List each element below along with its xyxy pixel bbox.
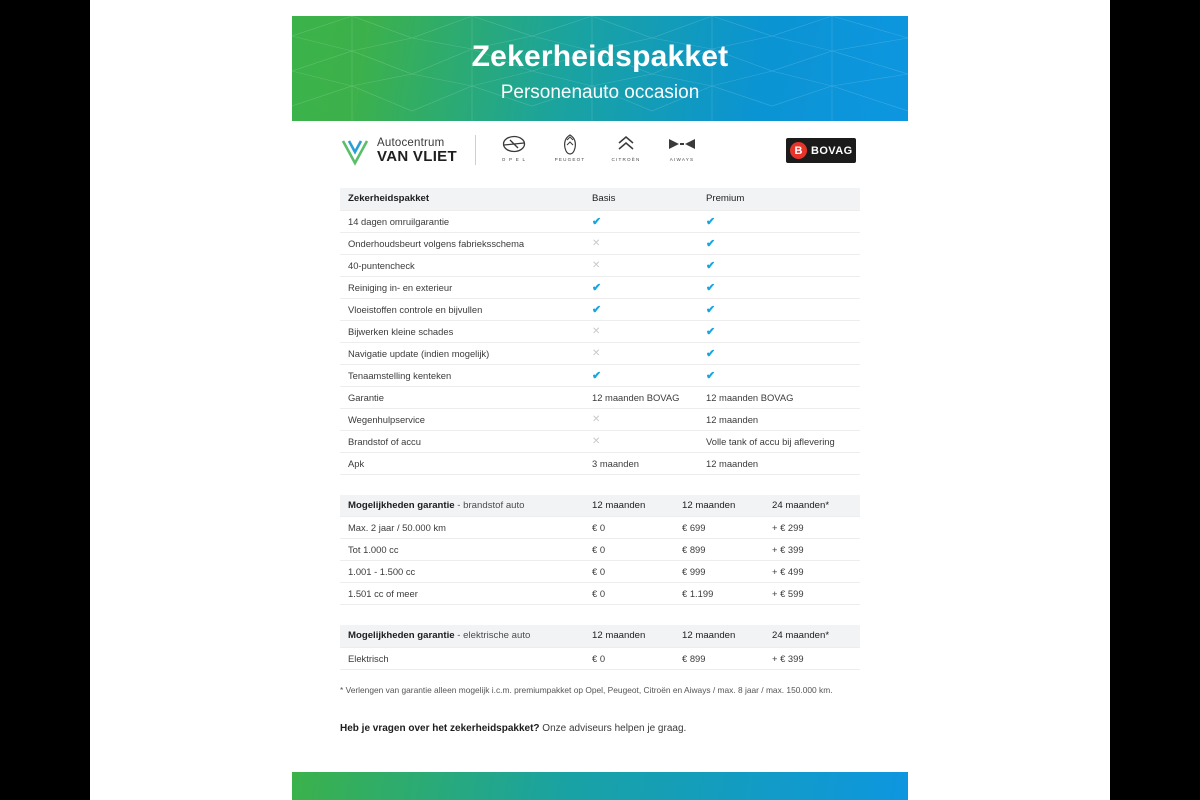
footnote-text: * Verlengen van garantie alleen mogelijk i.c.m. premiumpakket op Opel, Peugeot, Citroën en Aiways / max. 8 jaar / max. 150.000 km. <box>340 684 833 695</box>
row-label: 14 dagen omruilgarantie <box>340 210 584 232</box>
row-price-2: € 899 <box>674 647 764 669</box>
fuel-header-bold: Mogelijkheden garantie <box>348 499 455 511</box>
col-header-electric-12b: 12 maanden <box>674 625 764 647</box>
dealer-name-line2: VAN VLIET <box>377 148 457 166</box>
cross-icon: ✕ <box>592 436 601 447</box>
row-value-basis: 12 maanden BOVAG <box>584 386 698 408</box>
row-label: Apk <box>340 452 584 474</box>
col-header-fuel-24: 24 maanden* <box>764 495 860 517</box>
citroen-label: CITROËN <box>611 157 641 162</box>
van-vliet-mark-icon <box>340 136 370 166</box>
table-row <box>340 430 860 452</box>
cross-icon: ✕ <box>592 260 601 271</box>
table-row <box>340 276 860 298</box>
check-icon: ✔ <box>706 215 716 228</box>
row-label: Tenaamstelling kenteken <box>340 364 584 386</box>
col-header-premium: Premium <box>698 188 860 210</box>
check-icon: ✔ <box>706 347 716 360</box>
col-header-fuel-12a: 12 maanden <box>584 495 674 517</box>
logo-row <box>292 133 908 179</box>
cross-icon: ✕ <box>592 238 601 249</box>
table-row <box>340 583 860 605</box>
table-spacer <box>340 475 860 495</box>
cross-icon: ✕ <box>592 414 601 425</box>
col-header-electric-12a: 12 maanden <box>584 625 674 647</box>
dealer-name-line1: Autocentrum <box>377 137 445 150</box>
row-label: Tot 1.000 cc <box>340 539 584 561</box>
check-icon: ✔ <box>706 369 716 382</box>
row-label: Brandstof of accu <box>340 430 584 452</box>
table-row <box>340 647 860 669</box>
bovag-mark-icon: B <box>790 142 807 159</box>
row-price-2: € 899 <box>674 539 764 561</box>
check-icon: ✔ <box>592 369 602 382</box>
table-row <box>340 364 860 386</box>
aiways-icon <box>665 133 699 155</box>
row-value-premium: 12 maanden <box>698 452 860 474</box>
cta-question: Heb je vragen over het zekerheidspakket? <box>340 722 540 734</box>
row-label: Elektrisch <box>340 647 584 669</box>
dealer-name <box>377 137 457 165</box>
table-row <box>340 452 860 474</box>
electric-header-light: - elektrische auto <box>454 630 531 642</box>
table-row <box>340 254 860 276</box>
col-header-feature: Zekerheidspakket <box>340 188 584 210</box>
table-row <box>340 539 860 561</box>
document-page <box>90 0 1110 800</box>
col-header-electric-24: 24 maanden* <box>764 625 860 647</box>
table-row <box>340 561 860 583</box>
table-header-row <box>340 188 860 210</box>
col-header-basis: Basis <box>584 188 698 210</box>
fuel-header-light: - brandstof auto <box>454 499 525 511</box>
peugeot-icon <box>553 133 587 155</box>
footer-bar <box>292 772 908 800</box>
make-aiways <box>665 133 699 162</box>
row-label: 40-puntencheck <box>340 254 584 276</box>
table-row <box>340 408 860 430</box>
row-label: 1.501 cc of meer <box>340 583 584 605</box>
row-label: Wegenhulpservice <box>340 408 584 430</box>
make-peugeot <box>553 133 587 162</box>
check-icon: ✔ <box>592 215 602 228</box>
bovag-logo <box>786 138 856 163</box>
cta-text <box>340 723 860 734</box>
aiways-label: AIWAYS <box>669 157 695 162</box>
row-price-3: + € 399 <box>764 539 860 561</box>
citroen-icon <box>609 133 643 155</box>
table-row <box>340 342 860 364</box>
row-value-premium: 12 maanden <box>698 408 860 430</box>
row-label: Bijwerken kleine schades <box>340 320 584 342</box>
row-price-1: € 0 <box>584 583 674 605</box>
check-icon: ✔ <box>592 303 602 316</box>
row-price-1: € 0 <box>584 539 674 561</box>
row-price-1: € 0 <box>584 647 674 669</box>
table-row <box>340 517 860 539</box>
make-opel <box>497 133 531 162</box>
row-label: Max. 2 jaar / 50.000 km <box>340 517 584 539</box>
table-row <box>340 386 860 408</box>
cross-icon: ✕ <box>592 348 601 359</box>
row-label: Vloeistoffen controle en bijvullen <box>340 298 584 320</box>
table-row <box>340 320 860 342</box>
table-header-row <box>340 625 860 647</box>
col-header-fuel-12b: 12 maanden <box>674 495 764 517</box>
table-row <box>340 298 860 320</box>
page-title: Zekerheidspakket <box>471 40 729 73</box>
col-header-fuel-options <box>340 495 584 517</box>
col-header-electric-options <box>340 625 584 647</box>
check-icon: ✔ <box>706 259 716 272</box>
fuel-warranty-table <box>340 495 860 606</box>
packages-table <box>340 188 860 475</box>
row-price-1: € 0 <box>584 561 674 583</box>
row-label: Navigatie update (indien mogelijk) <box>340 342 584 364</box>
row-label: Onderhoudsbeurt volgens fabrieksschema <box>340 232 584 254</box>
content-area <box>340 188 860 734</box>
make-citroen <box>609 133 643 162</box>
electric-warranty-table <box>340 625 860 670</box>
check-icon: ✔ <box>706 303 716 316</box>
row-value-premium: Volle tank of accu bij aflevering <box>698 430 860 452</box>
check-icon: ✔ <box>706 237 716 250</box>
table-header-row <box>340 495 860 517</box>
row-price-3: + € 499 <box>764 561 860 583</box>
cta-answer: Onze adviseurs helpen je graag. <box>539 722 687 734</box>
check-icon: ✔ <box>706 325 716 338</box>
dealer-logo <box>340 136 457 166</box>
electric-header-bold: Mogelijkheden garantie <box>348 630 455 642</box>
opel-icon <box>497 133 531 155</box>
row-price-3: + € 599 <box>764 583 860 605</box>
page-subtitle: Personenauto occasion <box>500 82 700 103</box>
cross-icon: ✕ <box>592 326 601 337</box>
row-value-premium: 12 maanden BOVAG <box>698 386 860 408</box>
row-price-1: € 0 <box>584 517 674 539</box>
row-price-2: € 999 <box>674 561 764 583</box>
row-label: Reiniging in- en exterieur <box>340 276 584 298</box>
header-banner <box>292 16 908 121</box>
opel-label: O P E L <box>501 157 527 162</box>
brand-logos <box>497 133 699 162</box>
peugeot-label: PEUGEOT <box>554 157 586 162</box>
row-price-3: + € 299 <box>764 517 860 539</box>
row-price-3: + € 399 <box>764 647 860 669</box>
logo-divider <box>475 135 476 165</box>
check-icon: ✔ <box>706 281 716 294</box>
table-row <box>340 210 860 232</box>
bovag-label: BOVAG <box>811 144 853 157</box>
table-spacer <box>340 605 860 625</box>
table-row <box>340 232 860 254</box>
row-label: 1.001 - 1.500 cc <box>340 561 584 583</box>
row-price-2: € 1.199 <box>674 583 764 605</box>
row-price-2: € 699 <box>674 517 764 539</box>
row-label: Garantie <box>340 386 584 408</box>
row-value-basis: 3 maanden <box>584 452 698 474</box>
check-icon: ✔ <box>592 281 602 294</box>
